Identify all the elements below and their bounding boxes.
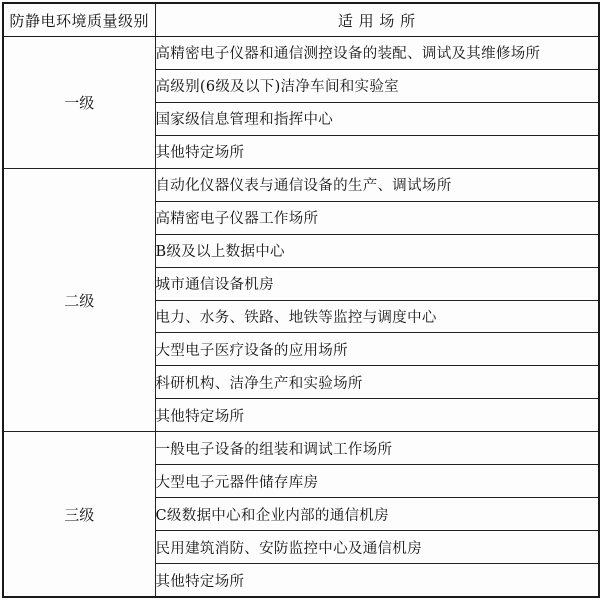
- header-row: [3, 3, 599, 37]
- usage-cell: 民用建筑消防、安防监控中心及通信机房: [155, 531, 599, 564]
- table-header: [3, 3, 599, 37]
- usage-cell: 一般电子设备的组装和调试工作场所: [155, 432, 599, 465]
- esd-level-table: [2, 2, 600, 598]
- usage-cell: 城市通信设备机房: [155, 267, 599, 300]
- usage-cell: 其他特定场所: [155, 135, 599, 168]
- header-level: 防静电环境质量级别: [3, 3, 155, 37]
- level-cell-2: 二级: [3, 168, 155, 432]
- table-row: [3, 37, 599, 70]
- usage-cell: 电力、水务、铁路、地铁等监控与调度中心: [155, 300, 599, 333]
- usage-cell: 其他特定场所: [155, 399, 599, 432]
- usage-cell: 大型电子医疗设备的应用场所: [155, 333, 599, 366]
- usage-cell: 其他特定场所: [155, 564, 599, 598]
- usage-cell: 科研机构、洁净生产和实验场所: [155, 366, 599, 399]
- usage-cell: 大型电子元器件储存库房: [155, 465, 599, 498]
- usage-cell: 国家级信息管理和指挥中心: [155, 102, 599, 135]
- table-body: [3, 37, 599, 598]
- table-row: [3, 432, 599, 465]
- usage-cell: 高级别(6级及以下)洁净车间和实验室: [155, 69, 599, 102]
- table-row: [3, 168, 599, 201]
- level-cell-3: 三级: [3, 432, 155, 597]
- usage-cell: 高精密电子仪器工作场所: [155, 201, 599, 234]
- header-usage: 适 用 场 所: [155, 3, 599, 37]
- usage-cell: C级数据中心和企业内部的通信机房: [155, 498, 599, 531]
- usage-cell: 自动化仪器仪表与通信设备的生产、调试场所: [155, 168, 599, 201]
- usage-cell: B级及以上数据中心: [155, 234, 599, 267]
- usage-cell: 高精密电子仪器和通信测控设备的装配、调试及其维修场所: [155, 37, 599, 70]
- level-cell-1: 一级: [3, 37, 155, 169]
